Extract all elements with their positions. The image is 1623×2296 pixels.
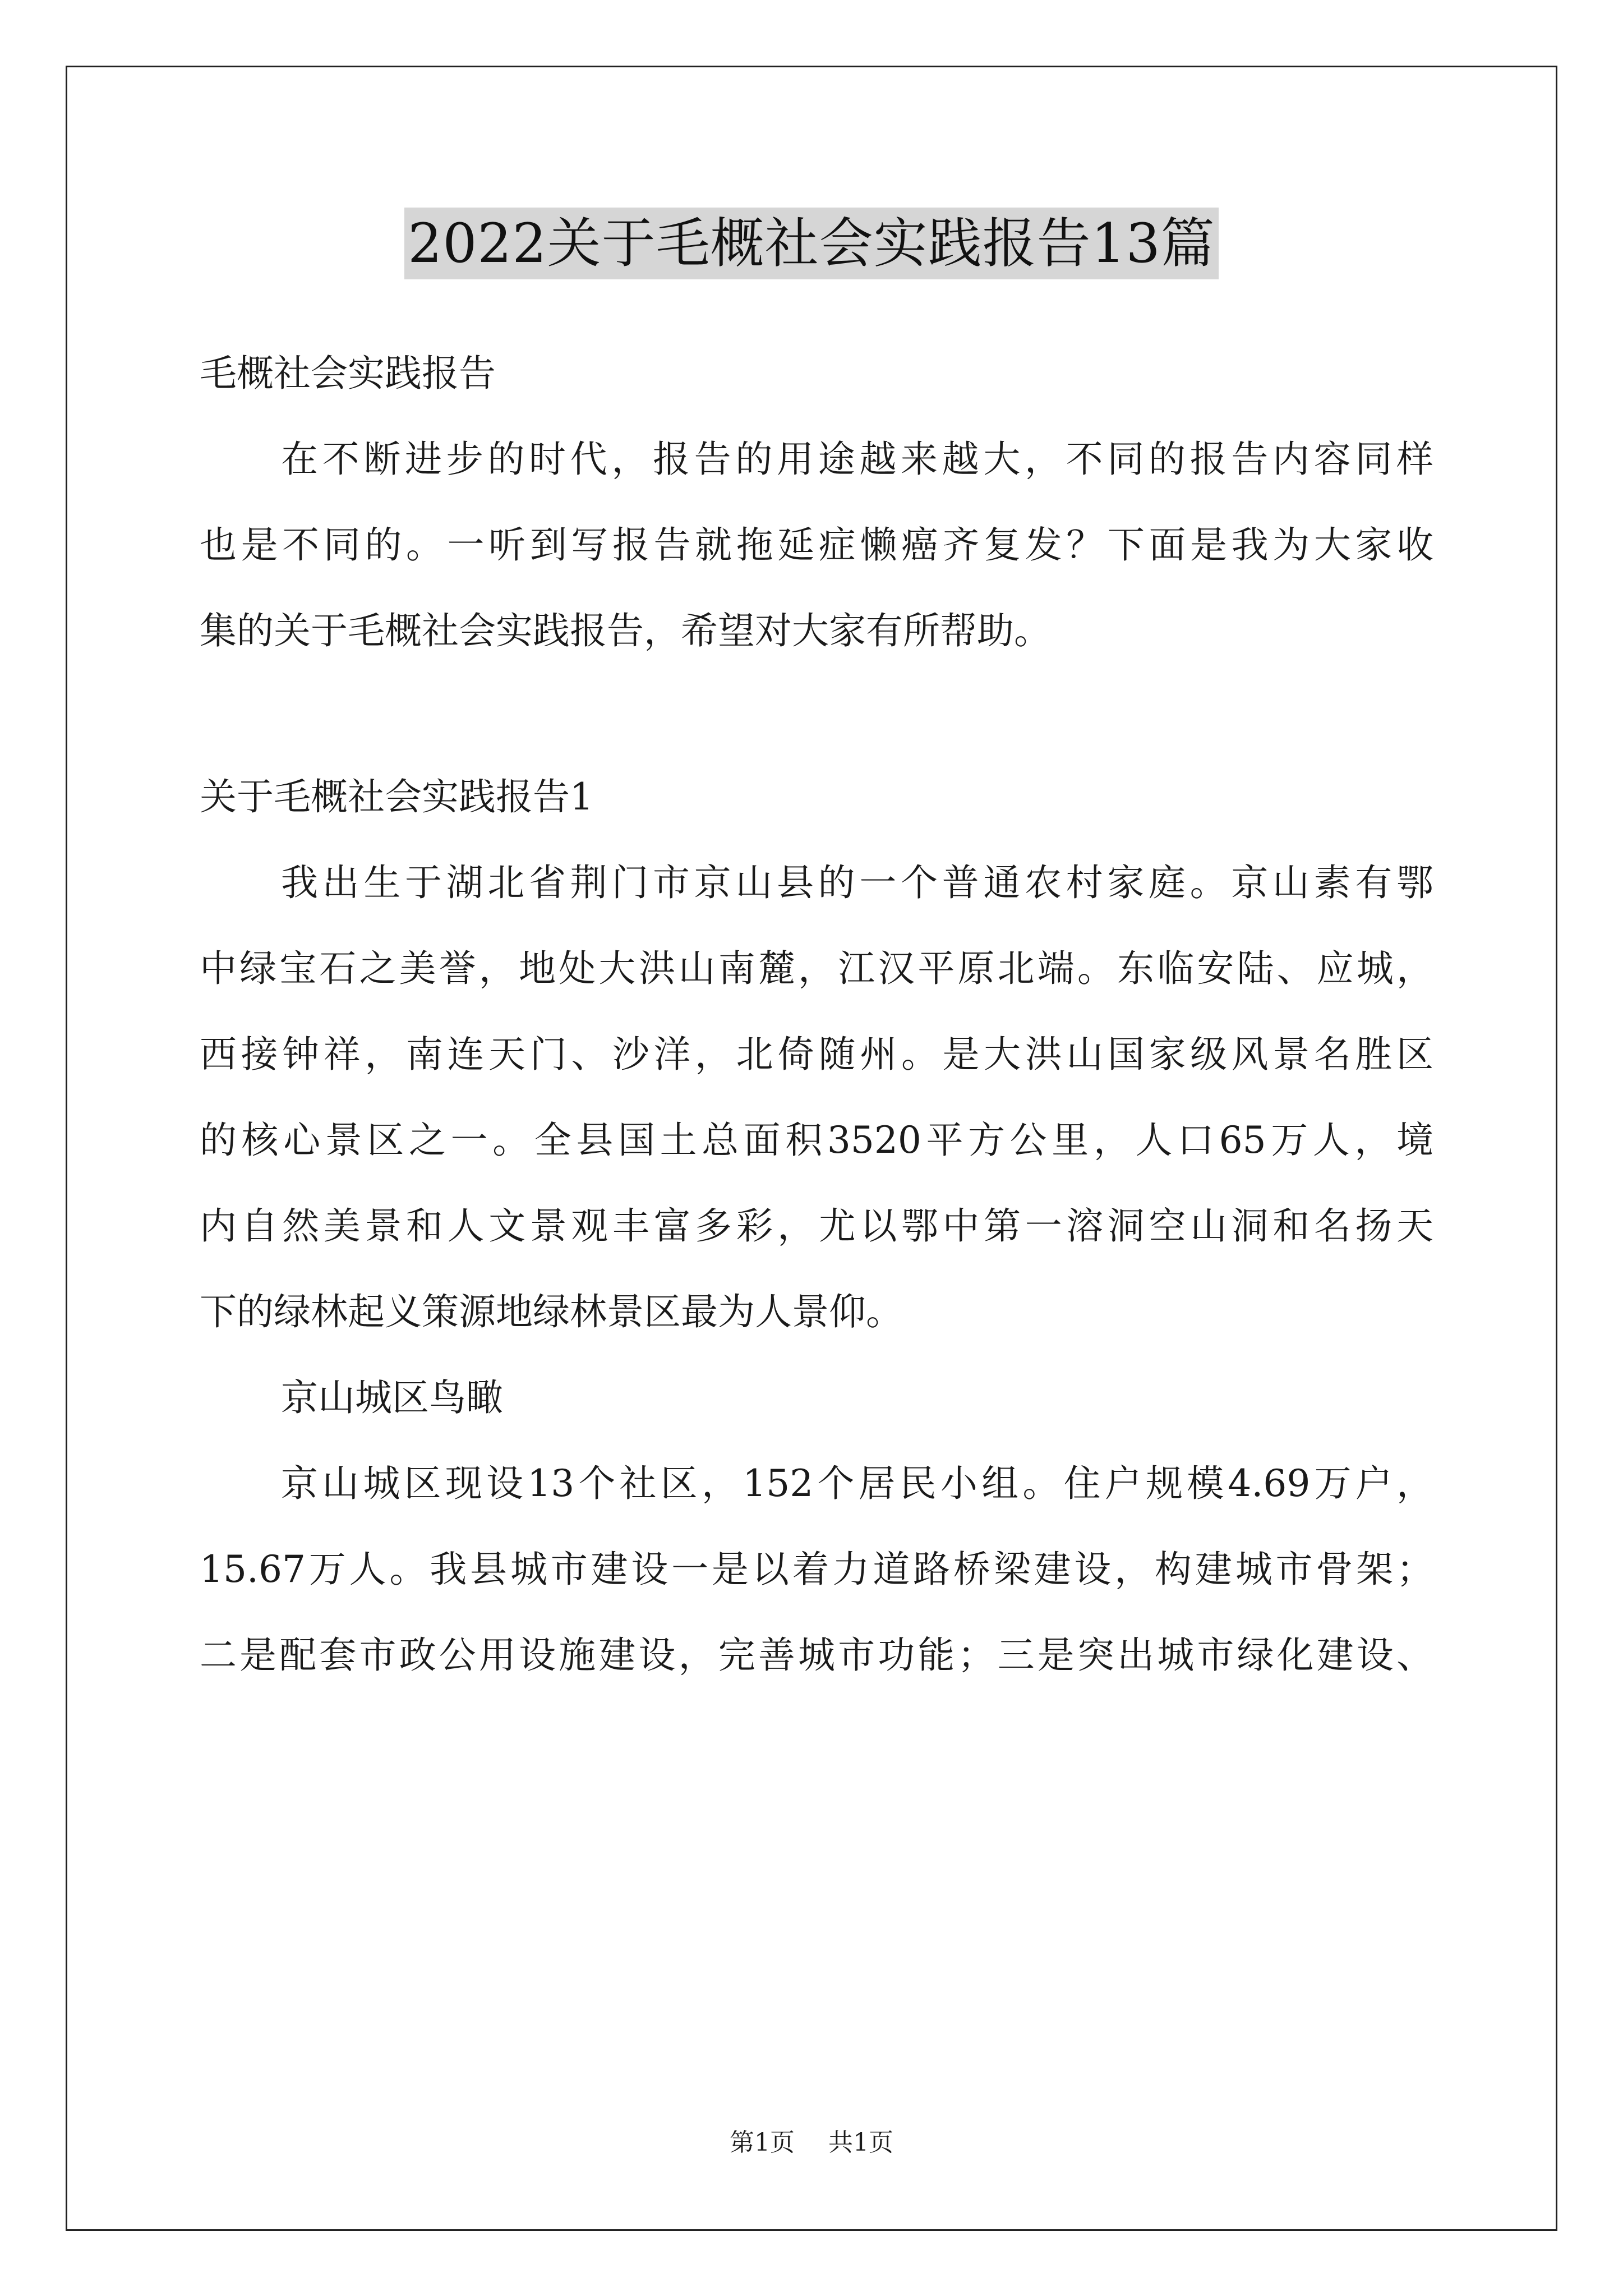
- title-wrapper: [0, 208, 1623, 279]
- intro-line-3: 集的关于毛概社会实践报告，希望对大家有所帮助。: [200, 609, 1051, 652]
- section1-p2-line-1: 京山城区现设13个社区，152个居民小组。住户规模4.69万户，: [281, 1462, 1433, 1505]
- section1-p2-line-3: 二是配套市政公用设施建设，完善城市功能；三是突出城市绿化建设、: [200, 1634, 1433, 1677]
- section1-p1-line-5: 内自然美景和人文景观丰富多彩，尤以鄂中第一溶洞空山洞和名扬天: [200, 1204, 1433, 1248]
- page-footer: [0, 2126, 1623, 2160]
- section1-p2-line-2: 15.67万人。我县城市建设一是以着力道路桥梁建设，构建城市骨架；: [200, 1548, 1433, 1591]
- document-title: 2022关于毛概社会实践报告13篇: [404, 208, 1218, 279]
- section1-p1-line-6: 下的绿林起义策源地绿林景区最为人景仰。: [200, 1290, 903, 1333]
- section1-p1-line-3: 西接钟祥，南连天门、沙洋，北倚随州。是大洪山国家级风景名胜区: [200, 1033, 1433, 1076]
- section1-heading: 关于毛概社会实践报告1: [200, 775, 593, 818]
- page-total: 共1页: [828, 2128, 893, 2157]
- intro-line-1: 在不断进步的时代，报告的用途越来越大，不同的报告内容同样: [281, 438, 1433, 481]
- intro-heading: 毛概社会实践报告: [200, 352, 496, 395]
- intro-line-2: 也是不同的。一听到写报告就拖延症懒癌齐复发？下面是我为大家收: [200, 523, 1433, 567]
- page-number: 第1页: [730, 2128, 795, 2157]
- section1-p1-line-2: 中绿宝石之美誉，地处大洪山南麓，江汉平原北端。东临安陆、应城，: [200, 947, 1433, 990]
- section1-subheading: 京山城区鸟瞰: [281, 1376, 503, 1419]
- section1-p1-line-1: 我出生于湖北省荆门市京山县的一个普通农村家庭。京山素有鄂: [281, 861, 1433, 904]
- section1-p1-line-4: 的核心景区之一。全县国土总面积3520平方公里，人口65万人，境: [200, 1119, 1433, 1162]
- document-body: [200, 348, 1433, 1681]
- section-gap: [200, 657, 1433, 771]
